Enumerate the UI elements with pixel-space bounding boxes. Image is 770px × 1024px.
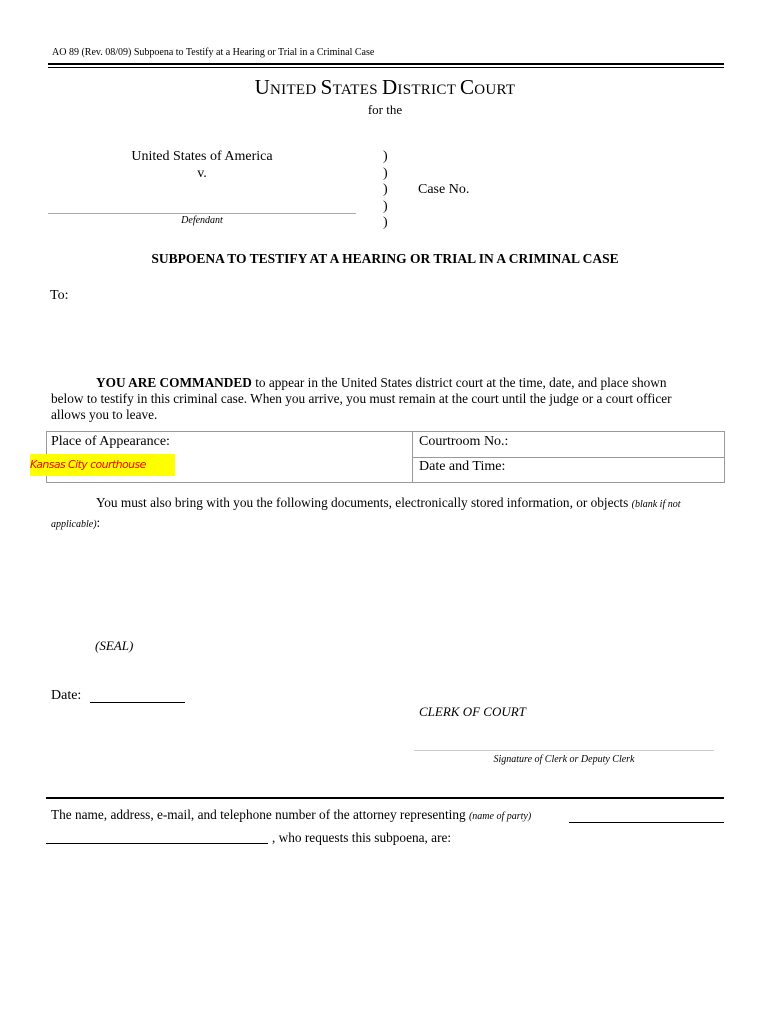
court-title: UNITED STATES DISTRICT COURT — [254, 75, 516, 99]
date-label: Date: — [51, 688, 82, 703]
date-field-line[interactable] — [90, 702, 185, 703]
place-of-appearance-label: Place of Appearance: — [51, 434, 170, 449]
form-number-header: AO 89 (Rev. 08/09) Subpoena to Testify at a Hearing or Trial in a Criminal Case — [52, 47, 375, 58]
plaintiff-name: United States of America — [131, 149, 273, 164]
attorney-info-text: The name, address, e-mail, and telephone number of the attorney representing (name of party) — [51, 807, 532, 822]
case-number-label: Case No. — [418, 182, 470, 197]
header-rule-thick — [48, 63, 724, 65]
requests-subpoena-text: , who requests this subpoena, are: — [272, 830, 452, 845]
to-label: To: — [50, 288, 69, 303]
command-paragraph: YOU ARE COMMANDED to appear in the United States district court at the time, date, and place shown below to testify in this criminal case. When you arrive, you must remain at the court until the judge or a court officer allows you to leave. — [51, 375, 672, 422]
place-of-appearance-field[interactable]: Kansas City courthouse — [30, 454, 175, 476]
party-name-line[interactable] — [569, 822, 724, 823]
versus-text: v. — [197, 166, 207, 181]
header-rule-thin — [48, 67, 724, 68]
subpoena-title: SUBPOENA TO TESTIFY AT A HEARING OR TRIAL IN A CRIMINAL CASE — [151, 251, 619, 266]
clerk-signature-label: Signature of Clerk or Deputy Clerk — [493, 754, 635, 765]
clerk-signature-line[interactable] — [414, 750, 714, 751]
defendant-name-line — [48, 213, 356, 214]
documents-paragraph: You must also bring with you the following documents, electronically stored information, or objects (blank if not applicable): — [51, 495, 681, 530]
caption-parentheses: ) ) ) ) ) — [383, 149, 388, 230]
party-name-line-continued[interactable] — [46, 843, 268, 844]
for-the-text: for the — [367, 102, 403, 117]
seal-text: (SEAL) — [95, 638, 134, 653]
defendant-label: Defendant — [181, 215, 223, 226]
courtroom-number-label: Courtroom No.: — [419, 434, 509, 449]
command-bold: YOU ARE COMMANDED — [96, 375, 252, 390]
attorney-section-rule — [46, 797, 724, 799]
table-horizontal-divider — [412, 457, 724, 458]
date-and-time-label: Date and Time: — [419, 459, 506, 474]
clerk-of-court-title: CLERK OF COURT — [419, 704, 526, 719]
